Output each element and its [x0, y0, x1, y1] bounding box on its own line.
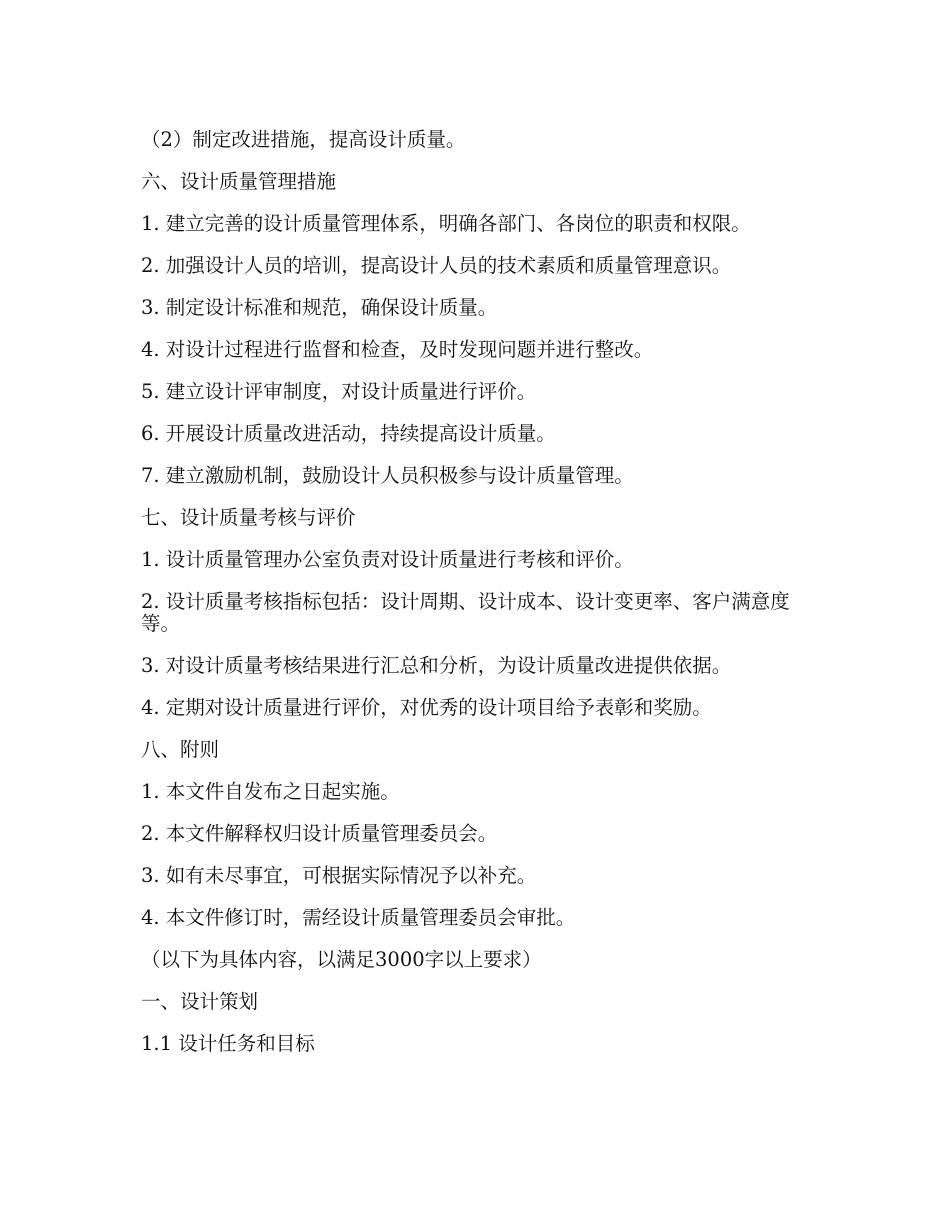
- section-heading-8: 八、附则: [141, 738, 220, 761]
- list-item: 1. 设计质量管理办公室负责对设计质量进行考核和评价。: [141, 548, 634, 571]
- list-item: 4. 本文件修订时，需经设计质量管理委员会审批。: [141, 906, 576, 929]
- note-paragraph: （以下为具体内容，以满足3000字以上要求）: [141, 948, 542, 971]
- paragraph-improvement-measures: （2）制定改进措施，提高设计质量。: [141, 128, 466, 151]
- list-item: 4. 对设计过程进行监督和检查，及时发现问题并进行整改。: [141, 338, 654, 361]
- section-heading-1: 一、设计策划: [141, 990, 259, 1013]
- list-item: 2. 加强设计人员的培训，提高设计人员的技术素质和质量管理意识。: [141, 254, 732, 277]
- list-item: 3. 对设计质量考核结果进行汇总和分析，为设计质量改进提供依据。: [141, 654, 732, 677]
- list-item: 7. 建立激励机制，鼓励设计人员积极参与设计质量管理。: [141, 464, 634, 487]
- list-item: 1. 建立完善的设计质量管理体系，明确各部门、各岗位的职责和权限。: [141, 212, 751, 235]
- list-item: 2. 本文件解释权归设计质量管理委员会。: [141, 822, 498, 845]
- list-item: 3. 如有未尽事宜，可根据实际情况予以补充。: [141, 864, 537, 887]
- list-item: 1. 本文件自发布之日起实施。: [141, 780, 400, 803]
- section-heading-6: 六、设计质量管理措施: [141, 170, 337, 193]
- list-item: 3. 制定设计标准和规范，确保设计质量。: [141, 296, 498, 319]
- section-heading-7: 七、设计质量考核与评价: [141, 506, 356, 529]
- list-item: 4. 定期对设计质量进行评价，对优秀的设计项目给予表彰和奖励。: [141, 696, 712, 719]
- list-item: 5. 建立设计评审制度，对设计质量进行评价。: [141, 380, 537, 403]
- document-page: [141, 129, 809, 1075]
- subsection-heading-1-1: 1.1 设计任务和目标: [141, 1032, 315, 1055]
- list-item: 2. 设计质量考核指标包括：设计周期、设计成本、设计变更率、客户满意度等。: [141, 590, 790, 635]
- list-item: 6. 开展设计质量改进活动，持续提高设计质量。: [141, 422, 556, 445]
